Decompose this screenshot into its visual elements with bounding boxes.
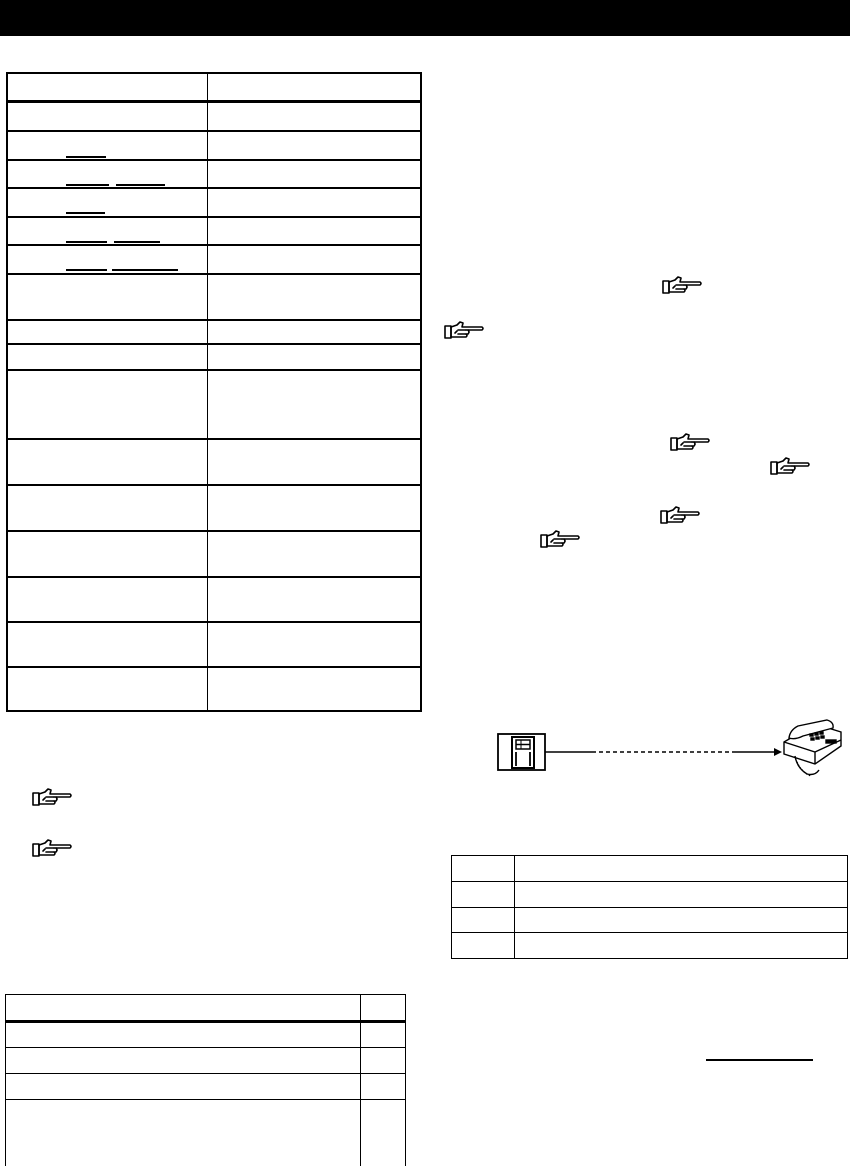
table-row-rule	[6, 1073, 405, 1074]
underline-mark	[116, 184, 165, 186]
pointing-hand-icon	[540, 529, 582, 551]
table-row-rule	[8, 130, 420, 132]
settings-table	[6, 72, 422, 712]
table-row-rule	[8, 666, 420, 668]
table-row-rule	[6, 1099, 405, 1100]
table-row-rule	[452, 932, 847, 933]
table-row-rule	[8, 216, 420, 218]
table-row-rule	[8, 319, 420, 321]
table-row-rule	[8, 576, 420, 578]
table-row-rule	[8, 273, 420, 275]
table-header-rule	[8, 100, 420, 103]
underline-mark	[66, 156, 106, 158]
connection-diagram	[497, 716, 843, 782]
pointing-hand-icon	[660, 505, 702, 527]
table-header-rule	[6, 1020, 405, 1023]
table-column-divider	[207, 74, 208, 710]
header-bar	[0, 0, 850, 36]
pointing-hand-icon	[670, 432, 712, 454]
table-row-rule	[8, 369, 420, 371]
table-row-rule	[8, 187, 420, 189]
pointing-hand-icon	[662, 275, 704, 297]
underline-mark	[112, 269, 178, 271]
arrow-head	[774, 748, 782, 756]
pointing-hand-icon	[32, 787, 74, 809]
telephone-icon	[784, 720, 841, 776]
pointing-hand-icon	[32, 838, 74, 860]
underline-mark	[66, 212, 105, 214]
table-row-rule	[452, 907, 847, 908]
underline-mark	[706, 1059, 813, 1061]
table-row-rule	[8, 438, 420, 440]
underline-mark	[114, 241, 160, 243]
underline-mark	[66, 241, 107, 243]
underline-mark	[66, 269, 107, 271]
table-row-rule	[8, 244, 420, 246]
pointing-hand-icon	[444, 320, 486, 342]
keypad-device-icon	[498, 734, 545, 770]
underline-mark	[66, 184, 109, 186]
pointing-hand-icon	[770, 456, 812, 478]
table-row-rule	[8, 484, 420, 486]
table-row-rule	[8, 343, 420, 345]
right-table	[451, 855, 848, 959]
table-row-rule	[8, 530, 420, 532]
lower-left-table	[5, 994, 406, 1166]
table-row-rule	[452, 881, 847, 882]
table-row-rule	[8, 621, 420, 623]
table-row-rule	[8, 159, 420, 161]
table-row-rule	[6, 1047, 405, 1048]
